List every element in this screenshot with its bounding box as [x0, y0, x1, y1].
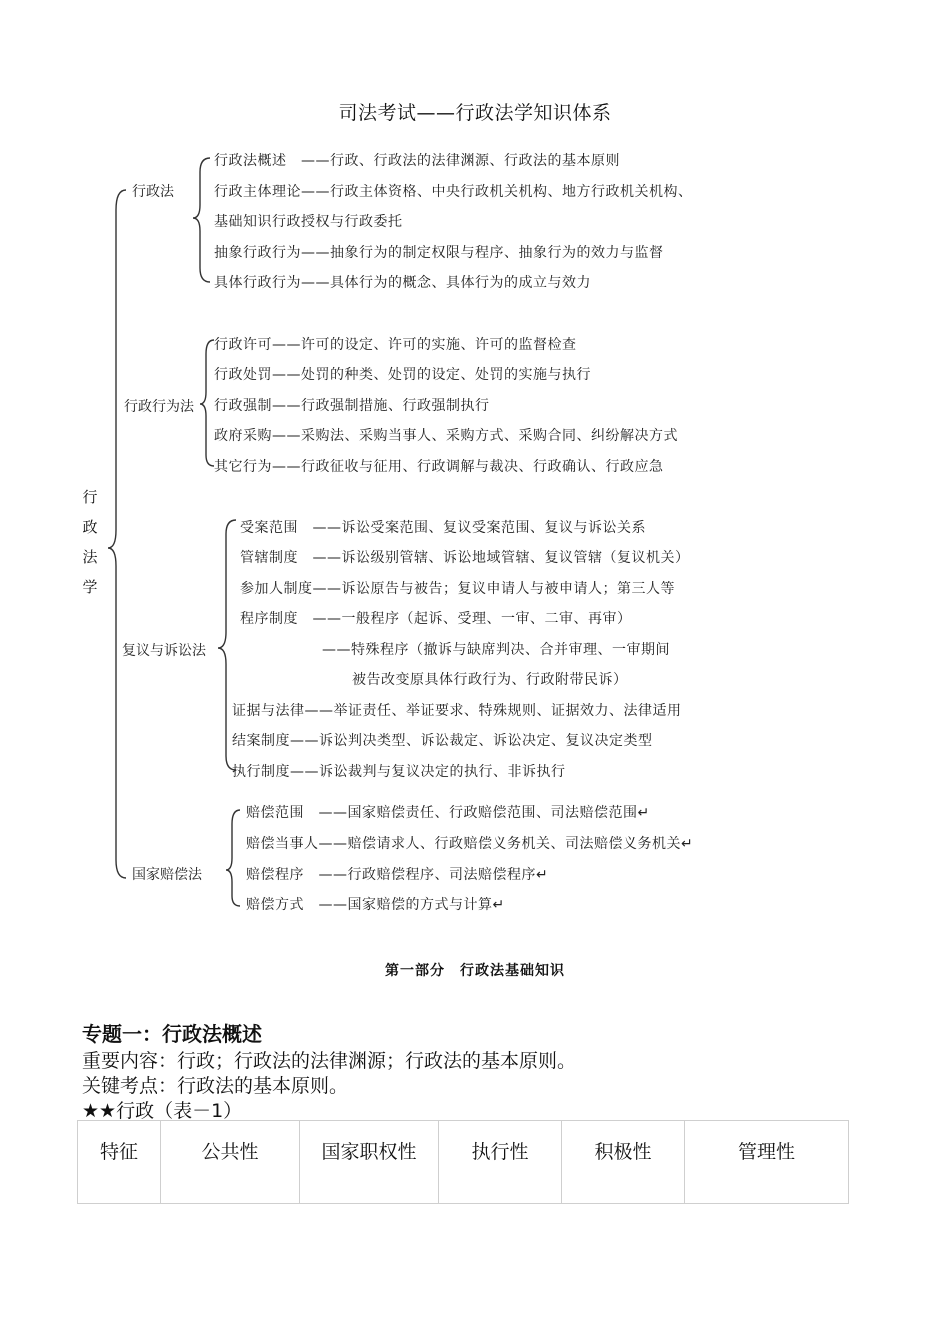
- tree-item: ——特殊程序（撤诉与缺席判决、合并审理、一审期间: [322, 642, 670, 658]
- root-brace: [108, 190, 126, 878]
- branch-brace-4: [226, 810, 240, 906]
- tree-item: 结案制度——诉讼判决类型、诉讼裁定、诉讼决定、复议决定类型: [232, 733, 653, 749]
- tree-item: 基础知识行政授权与行政委托: [214, 214, 403, 230]
- important-content: 重要内容：行政；行政法的法律渊源；行政法的基本原则。: [82, 1050, 577, 1072]
- branch-label-review-litigation-law: 复议与诉讼法: [122, 643, 206, 659]
- root-char: 行: [82, 488, 98, 506]
- topic-title: 专题一：行政法概述: [82, 1022, 262, 1046]
- branch-label-administrative-law: 行政法: [132, 184, 174, 200]
- tree-item: 行政强制——行政强制措施、行政强制执行: [214, 398, 490, 414]
- table-cell: 特征: [78, 1121, 161, 1204]
- tree-item: 被告改变原具体行政行为、行政附带民诉）: [352, 672, 628, 688]
- part-title: 第一部分 行政法基础知识: [385, 963, 565, 979]
- tree-item: 行政许可——许可的设定、许可的实施、许可的监督检查: [214, 337, 577, 353]
- tree-item: 其它行为——行政征收与征用、行政调解与裁决、行政确认、行政应急: [214, 459, 664, 475]
- table-cell: 公共性: [161, 1121, 300, 1204]
- root-char: 法: [82, 548, 98, 566]
- features-table: [77, 1120, 849, 1204]
- tree-item: 具体行政行为——具体行为的概念、具体行为的成立与效力: [214, 275, 591, 291]
- tree-item: 证据与法律——举证责任、举证要求、特殊规则、证据效力、法律适用: [232, 703, 682, 719]
- tree-item: 政府采购——采购法、采购当事人、采购方式、采购合同、纠纷解决方式: [214, 428, 678, 444]
- tree-item: 受案范围 ——诉讼受案范围、复议受案范围、复议与诉讼关系: [240, 520, 646, 536]
- table-caption: ★★行政（表－1）: [82, 1100, 243, 1122]
- tree-item: 管辖制度 ——诉讼级别管辖、诉讼地域管辖、复议管辖（复议机关）: [240, 550, 690, 566]
- tree-root: [80, 482, 100, 602]
- tree-item: 行政处罚——处罚的种类、处罚的设定、处罚的实施与执行: [214, 367, 591, 383]
- tree-item: 行政法概述 ——行政、行政法的法律渊源、行政法的基本原则: [214, 153, 620, 169]
- tree-item: 抽象行政行为——抽象行为的制定权限与程序、抽象行为的效力与监督: [214, 245, 664, 261]
- branch-brace-2: [200, 340, 214, 466]
- tree-item: 赔偿当事人——赔偿请求人、行政赔偿义务机关、司法赔偿义务机关↵: [246, 836, 694, 852]
- root-char: 政: [82, 518, 98, 536]
- table-cell: 管理性: [685, 1121, 849, 1204]
- table-cell: 执行性: [439, 1121, 562, 1204]
- tree-item: 执行制度——诉讼裁判与复议决定的执行、非诉执行: [232, 764, 566, 780]
- root-char: 学: [82, 578, 98, 596]
- page-title: 司法考试——行政法学知识体系: [338, 102, 612, 124]
- branch-brace-1: [193, 158, 210, 282]
- tree-item: 参加人制度——诉讼原告与被告；复议申请人与被申请人；第三人等: [240, 581, 675, 597]
- branch-label-administrative-act-law: 行政行为法: [124, 399, 194, 415]
- tree-item: 程序制度 ——一般程序（起诉、受理、一审、二审、再审）: [240, 611, 632, 627]
- table-cell: 积极性: [562, 1121, 685, 1204]
- tree-item: 赔偿程序 ——行政赔偿程序、司法赔偿程序↵: [246, 867, 549, 883]
- tree-item: 赔偿范围 ——国家赔偿责任、行政赔偿范围、司法赔偿范围↵: [246, 805, 650, 821]
- tree-item: 行政主体理论——行政主体资格、中央行政机关机构、地方行政机关机构、: [214, 184, 693, 200]
- branch-label-state-compensation-law: 国家赔偿法: [132, 867, 202, 883]
- key-points: 关键考点：行政法的基本原则。: [82, 1075, 349, 1097]
- table-cell: 国家职权性: [300, 1121, 439, 1204]
- tree-item: 赔偿方式 ——国家赔偿的方式与计算↵: [246, 897, 505, 913]
- table-row: [78, 1121, 849, 1204]
